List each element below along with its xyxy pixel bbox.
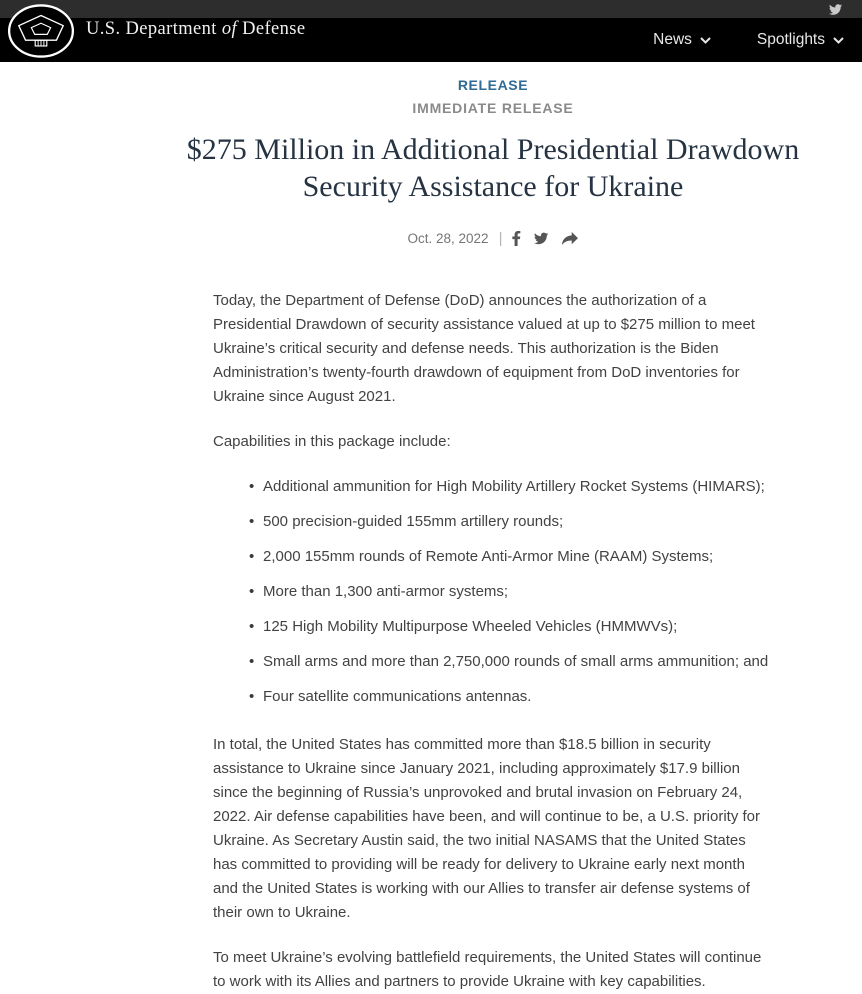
share-icons xyxy=(512,231,578,246)
release-date: Oct. 28, 2022 xyxy=(407,231,489,246)
capability-item: • 500 precision-guided 155mm artillery rounds; xyxy=(263,510,773,533)
intro-paragraph: Today, the Department of Defense (DoD) announces the authorization of a Presidential Drawdown of security assistance valued at up to $275 million to meet Ukraine’s critical security and defense needs. This authorization is the Biden Administration’s twenty-fourth drawdown of equipment from DoD inventories for Ukraine since August 2021. xyxy=(213,292,755,405)
capability-item: • 2,000 155mm rounds of Remote Anti-Armor Mine (RAAM) Systems; xyxy=(263,545,773,568)
capability-item: • Small arms and more than 2,750,000 rounds of small arms ammunition; and xyxy=(263,650,773,673)
release-article xyxy=(187,77,799,994)
capability-item: • Four satellite communications antennas. xyxy=(263,685,773,708)
site-header xyxy=(0,0,862,62)
chevron-down-icon xyxy=(833,37,844,44)
nav-spotlights-label: Spotlights xyxy=(756,31,825,48)
twitter-icon[interactable] xyxy=(534,232,549,245)
separator: | xyxy=(498,230,503,247)
closing-paragraph: To meet Ukraine’s evolving battlefield requirements, the United States will continue to work with its Allies and partners to provide Ukraine with key capabilities. xyxy=(213,949,762,990)
pentagon-seal-icon xyxy=(7,3,75,59)
facebook-icon[interactable] xyxy=(512,231,521,246)
nav-item-news[interactable] xyxy=(653,31,711,49)
chevron-down-icon xyxy=(700,37,711,44)
page-title: $275 Million in Additional Presidential Drawdown Security Assistance for Ukraine xyxy=(186,133,800,203)
capabilities-heading: Capabilities in this package include: xyxy=(213,433,451,450)
release-kicker[interactable]: RELEASE xyxy=(457,77,529,93)
share-forward-icon[interactable] xyxy=(562,232,578,246)
twitter-icon[interactable] xyxy=(829,3,842,16)
brand-part2: Defense xyxy=(237,19,306,39)
nav-item-spotlights[interactable] xyxy=(757,31,844,49)
capability-item: • 125 High Mobility Multipurpose Wheeled Vehicles (HMMWVs); xyxy=(263,615,773,638)
capability-item: • More than 1,300 anti-armor systems; xyxy=(263,580,773,603)
brand-part1: U.S. Department xyxy=(86,19,222,39)
topbar xyxy=(0,0,862,18)
dod-pentagon-logo[interactable] xyxy=(7,3,75,59)
nav-news-label: News xyxy=(653,31,692,48)
brand-title[interactable] xyxy=(86,19,306,40)
release-type: IMMEDIATE RELEASE xyxy=(412,100,574,116)
capabilities-list xyxy=(213,475,773,708)
date-row xyxy=(187,230,799,247)
article-body xyxy=(213,289,773,994)
capability-item: • Additional ammunition for High Mobility Artillery Rocket Systems (HIMARS); xyxy=(263,475,773,498)
commitment-paragraph: In total, the United States has committed more than $18.5 billion in security assistance to Ukraine since January 2021, including approximately $17.9 billion since the beginning of Russia’s unprovoked and brutal invasion on February 24, 2022. Air defense capabilities have been, and will continue to be, a U.S. priority for Ukraine. As Secretary Austin said, the two initial NASAMS that the United States has committed to providing will be ready for delivery to Ukraine early next month and the United States is working with our Allies to transfer air defense systems of their own to Ukraine. xyxy=(213,736,760,921)
brand-of: of xyxy=(221,19,238,39)
